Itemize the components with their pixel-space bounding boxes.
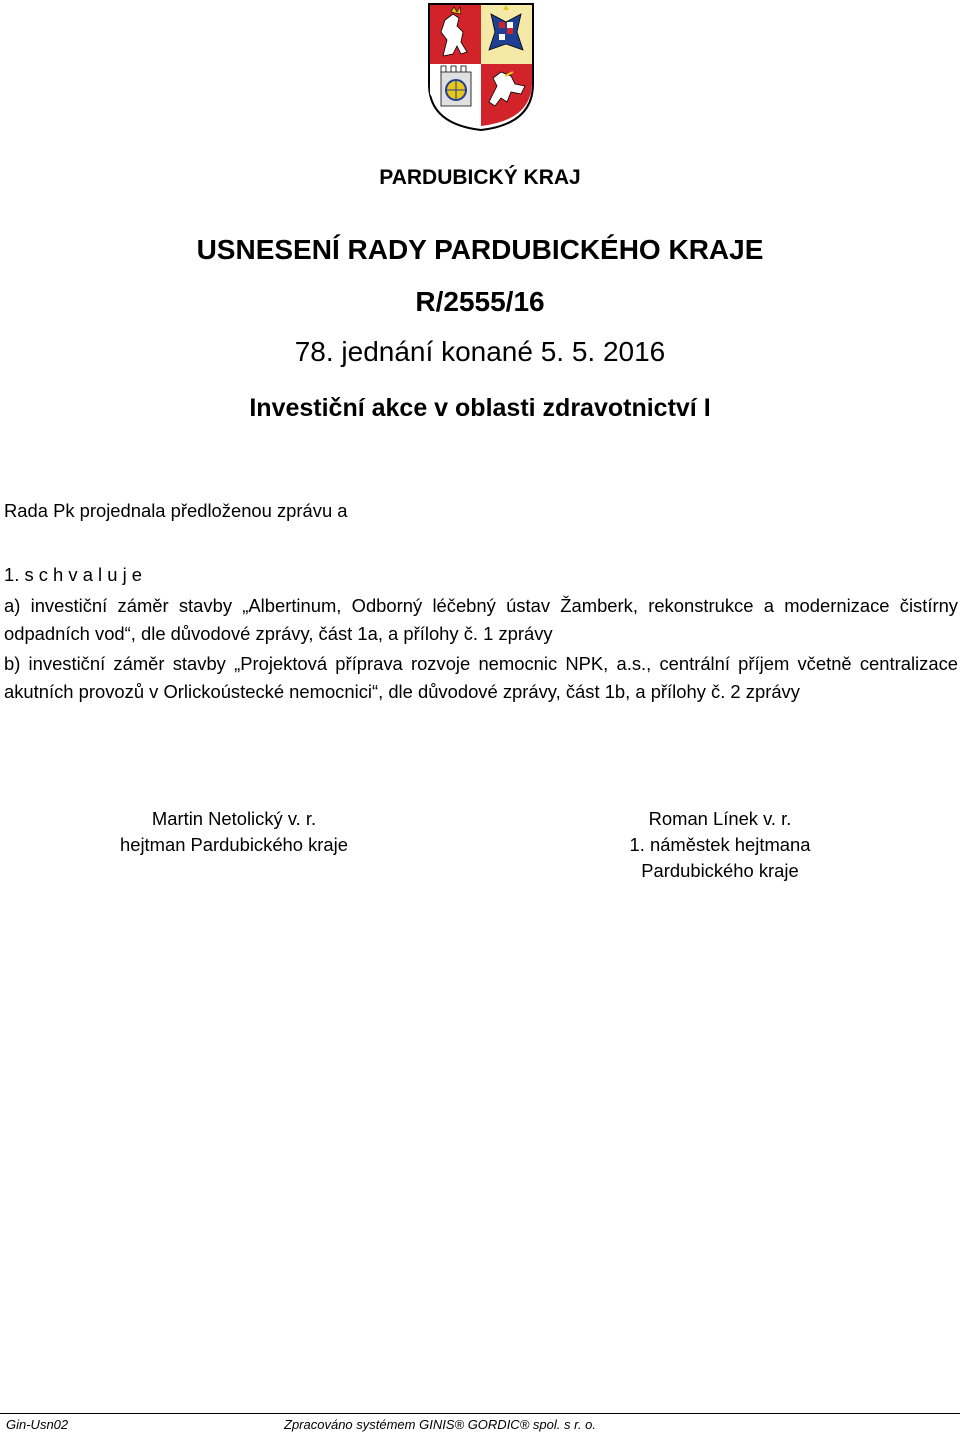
footer-divider	[0, 1413, 960, 1414]
region-name: PARDUBICKÝ KRAJ	[379, 166, 581, 189]
signatory-role: Pardubického kraje	[641, 860, 799, 881]
signatory-role: 1. náměstek hejtmana	[629, 834, 811, 855]
footer-code: Gin-Usn02	[6, 1417, 69, 1432]
signatory-name: Roman Línek v. r.	[648, 808, 792, 829]
decision-item-a: a) investiční záměr stavby „Albertinum, Odborný léčebný ústav Žamberk, rekonstrukce a modernizace čistírny odpadních vod“, dle důvodové zprávy, část 1a, a přílohy č. 1 zprávy	[4, 595, 958, 644]
signatory-role: hejtman Pardubického kraje	[120, 834, 348, 855]
signature-block-right	[580, 806, 860, 884]
resolution-number: R/2555/16	[415, 286, 545, 317]
coat-of-arms-icon	[427, 2, 535, 132]
document-title: USNESENÍ RADY PARDUBICKÉHO KRAJE	[196, 234, 764, 265]
signature-block-left	[94, 806, 374, 858]
footer-system: Zpracováno systémem GINIS® GORDIC® spol. s r. o.	[284, 1417, 596, 1432]
decision-heading: 1. s c h v a l u j e	[4, 564, 142, 585]
decision-item-b: b) investiční záměr stavby „Projektová příprava rozvoje nemocnic NPK, a.s., centrální příjem včetně centralizace akutních provozů v Orlickoústecké nemocnici“, dle důvodové zprávy, část 1b, a přílohy č. 2 zprávy	[4, 653, 958, 702]
signatory-name: Martin Netolický v. r.	[151, 808, 317, 829]
meeting-info: 78. jednání konané 5. 5. 2016	[294, 336, 666, 367]
resolution-subject: Investiční akce v oblasti zdravotnictví I	[249, 394, 711, 422]
intro-text: Rada Pk projednala předloženou zprávu a	[4, 500, 348, 521]
